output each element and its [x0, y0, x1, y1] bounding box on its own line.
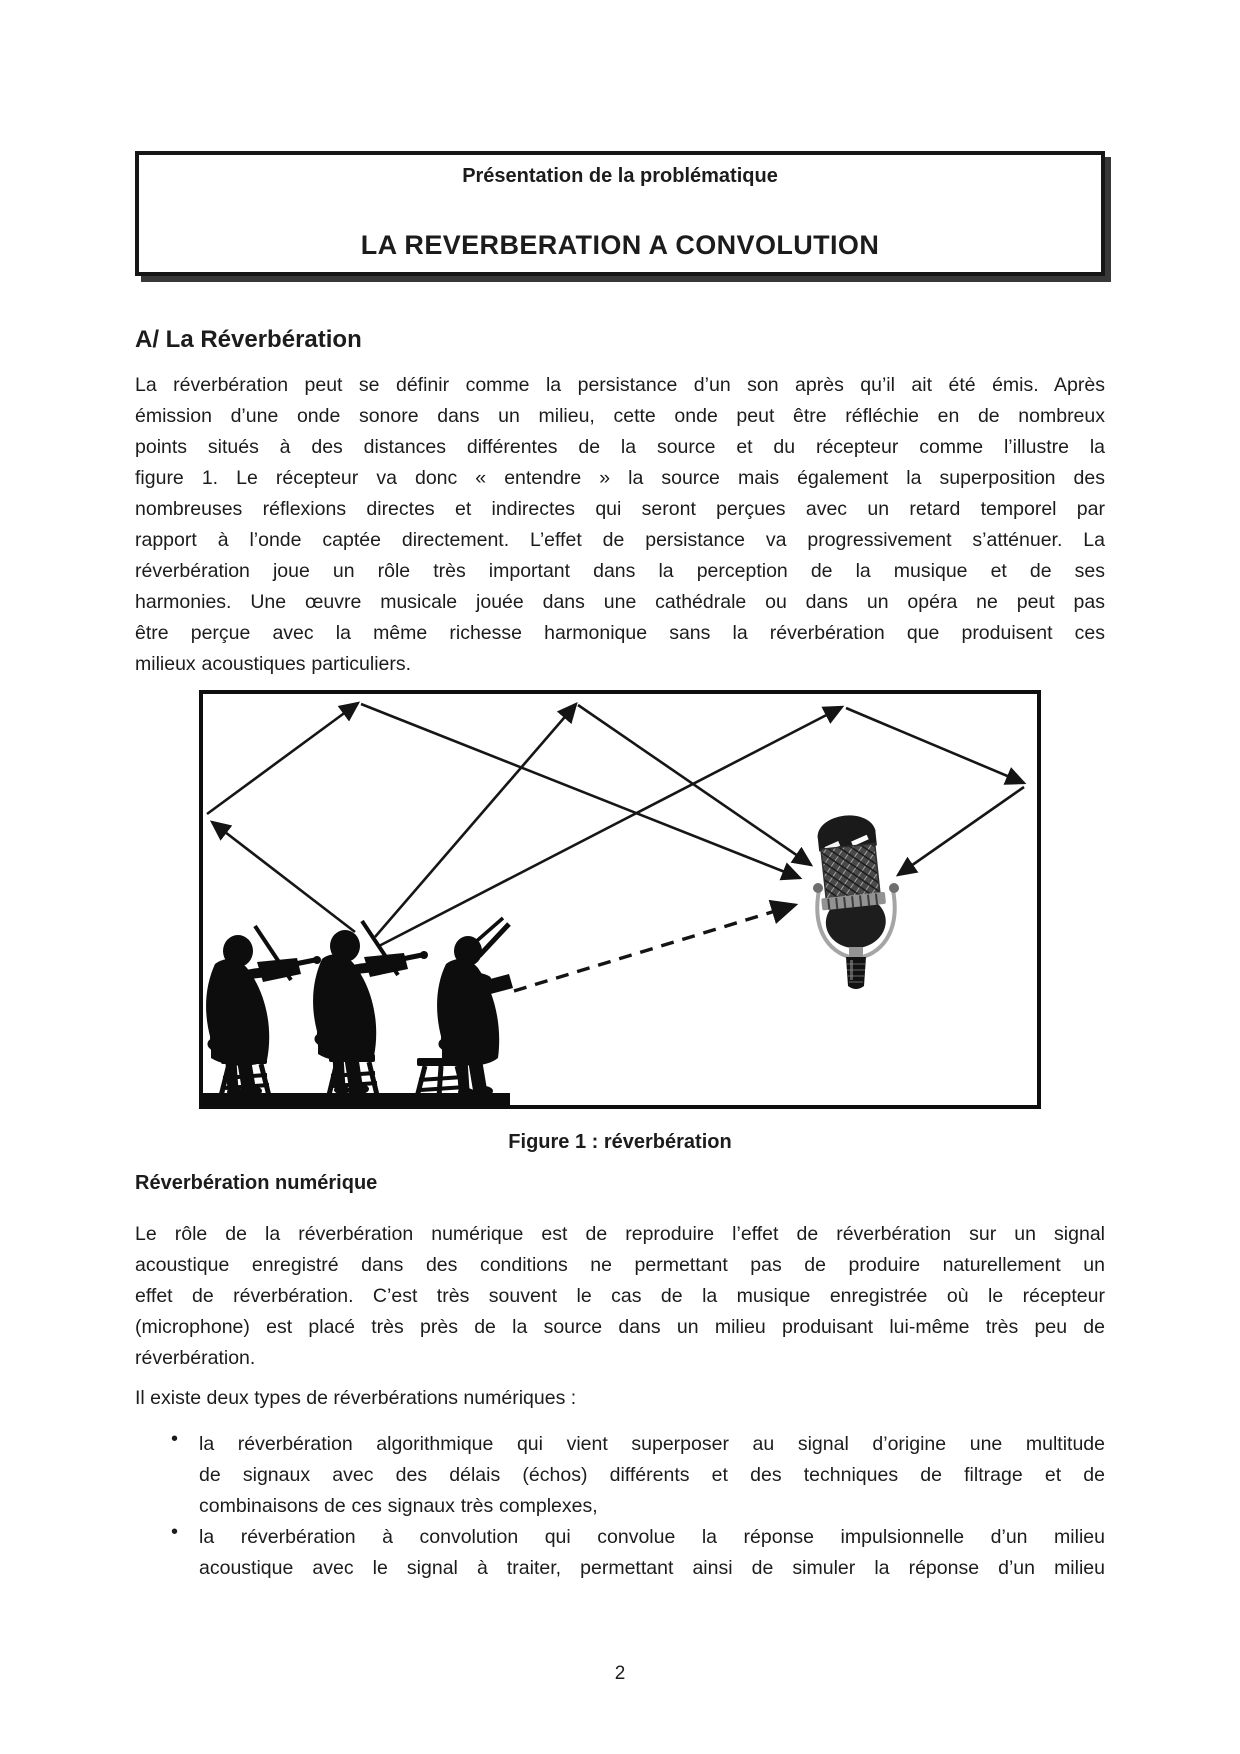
text-line: rapport à l’onde captée directement. L’effet de persistance va progressivement s’atténuer. La: [135, 529, 1105, 551]
text-line: La réverbération peut se définir comme la persistance d’un son après qu’il ait été émis. Après: [135, 374, 1105, 396]
list-intro: Il existe deux types de réverbérations numériques :: [135, 1387, 577, 1409]
subsection-heading: Réverbération numérique: [135, 1172, 378, 1194]
text-line: réverbération.: [135, 1347, 256, 1369]
floor-strip: [203, 1093, 510, 1105]
bullet-marker: •: [171, 1521, 179, 1543]
paragraph-reverberation: [135, 370, 1105, 680]
title-box: [135, 151, 1105, 276]
text-line: harmonies. Une œuvre musicale jouée dans une cathédrale ou dans un opéra ne peut pas: [135, 591, 1105, 613]
text-line: nombreuses réflexions directes et indirectes qui seront perçues avec un retard temporel par: [135, 498, 1105, 520]
text-line: acoustique avec le signal à traiter, permettant ainsi de simuler la réponse d’un milieu: [199, 1557, 1105, 1579]
text-line: réverbération joue un rôle très important dans la perception de la musique et de ses: [135, 560, 1105, 582]
list-item-algorithmic-reverb: [135, 1429, 1105, 1522]
text-line: la réverbération à convolution qui convolue la réponse impulsionnelle d’un milieu: [199, 1526, 1105, 1548]
text-line: être perçue avec la même richesse harmonique sans la réverbération que produisent ces: [135, 622, 1105, 644]
section-heading: A/ La Réverbération: [135, 326, 362, 353]
text-line: Le rôle de la réverbération numérique est de reproduire l’effet de réverbération sur un signal: [135, 1223, 1105, 1245]
figure-caption: Figure 1 : réverbération: [508, 1131, 732, 1153]
box-kicker: Présentation de la problématique: [462, 165, 778, 187]
document-title: LA REVERBERATION A CONVOLUTION: [360, 230, 880, 260]
text-line: figure 1. Le récepteur va donc « entendre » la source mais également la superposition des: [135, 467, 1105, 489]
text-line: effet de réverbération. C’est très souvent le cas de la musique enregistrée où le récepteur: [135, 1285, 1105, 1307]
text-line: (microphone) est placé très près de la source dans un milieu produisant lui-même très peu de: [135, 1316, 1105, 1338]
bullet-marker: •: [171, 1428, 179, 1450]
list-item-convolution-reverb: [135, 1522, 1105, 1584]
text-line: acoustique enregistré dans des conditions ne permettant pas de produire naturellement un: [135, 1254, 1105, 1276]
figure-frame: [199, 690, 1041, 1109]
page-content: [135, 151, 1105, 1584]
text-line: combinaisons de ces signaux très complexes,: [199, 1495, 598, 1517]
figure-illustration: [203, 694, 1037, 1105]
list-item-text: [199, 1429, 1105, 1522]
figure: [199, 690, 1041, 1109]
text-line: points situés à des distances différentes de la source et du récepteur comme l’illustre la: [135, 436, 1105, 458]
text-line: émission d’une onde sonore dans un milieu, cette onde peut être réfléchie en de nombreux: [135, 405, 1105, 427]
text-line: la réverbération algorithmique qui vient superposer au signal d’origine une multitude: [199, 1433, 1105, 1455]
text-line: milieux acoustiques particuliers.: [135, 653, 412, 675]
musicians-silhouette: [203, 918, 513, 1105]
text-line: de signaux avec des délais (échos) différents et des techniques de filtrage et de: [199, 1464, 1105, 1486]
bullet-list: [135, 1429, 1105, 1584]
page-number: 2: [614, 1663, 626, 1684]
paragraph-digital-reverb: [135, 1219, 1105, 1374]
list-item-text: [199, 1522, 1105, 1584]
